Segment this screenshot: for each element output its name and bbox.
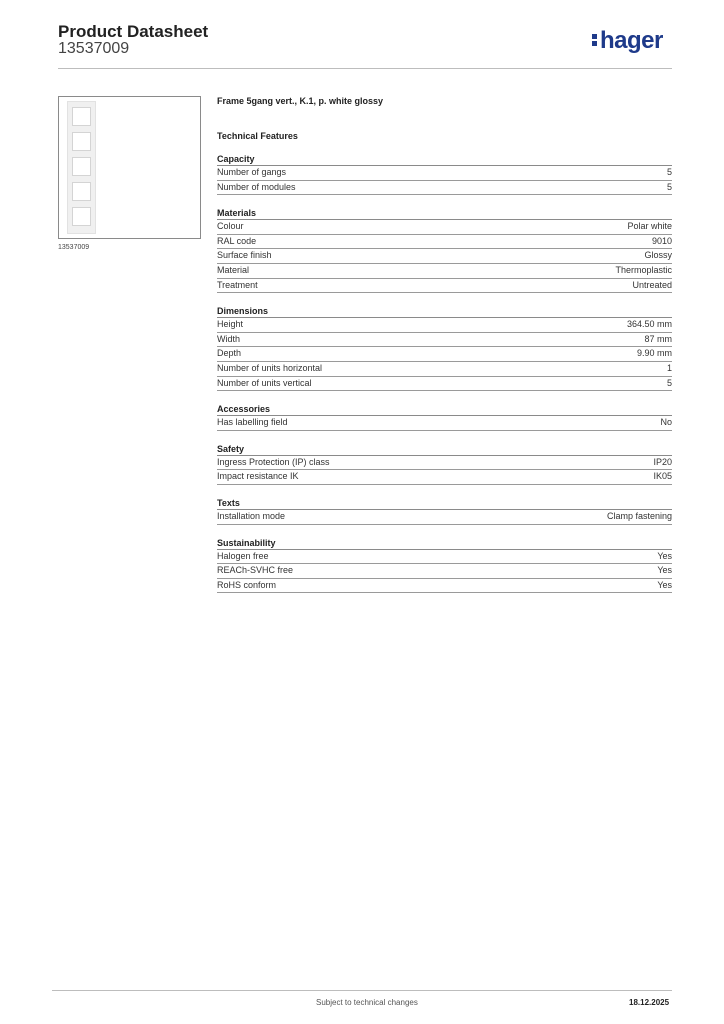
- feature-group: [217, 305, 672, 391]
- feature-label: Installation mode: [217, 510, 286, 521]
- feature-value: Untreated: [632, 279, 672, 290]
- feature-label: RAL code: [217, 235, 257, 246]
- feature-label: Width: [217, 333, 241, 344]
- gang-slot: [72, 132, 91, 151]
- feature-label: Number of gangs: [217, 167, 287, 177]
- feature-value: Clamp fastening: [606, 510, 672, 521]
- feature-row: [217, 377, 672, 392]
- group-title: Sustainability: [217, 537, 672, 550]
- footer-divider: [52, 990, 672, 991]
- brand-logo: [592, 27, 663, 55]
- feature-groups: [217, 153, 672, 593]
- feature-group: [217, 497, 672, 525]
- feature-value: Glossy: [644, 250, 672, 261]
- feature-value: Polar white: [627, 221, 672, 232]
- feature-label: Number of modules: [217, 181, 296, 192]
- feature-row: [217, 564, 672, 579]
- feature-value: IK05: [653, 471, 672, 482]
- group-title: Capacity: [217, 153, 672, 166]
- feature-row: [217, 456, 672, 471]
- feature-value: IP20: [653, 456, 672, 467]
- feature-value: 87 mm: [644, 333, 672, 344]
- header-divider: [58, 68, 672, 69]
- feature-value: Yes: [657, 550, 672, 561]
- feature-label: Material: [217, 264, 250, 275]
- feature-label: Ingress Protection (IP) class: [217, 456, 330, 467]
- feature-group: [217, 537, 672, 594]
- feature-value: 5: [666, 167, 672, 177]
- feature-row: [217, 416, 672, 431]
- feature-label: RoHS conform: [217, 579, 277, 590]
- feature-value: No: [660, 417, 672, 428]
- group-title: Dimensions: [217, 305, 672, 318]
- feature-label: Number of units horizontal: [217, 362, 323, 373]
- feature-row: [217, 510, 672, 525]
- footer-date: 18.12.2025: [629, 998, 670, 1007]
- feature-group: [217, 207, 672, 293]
- image-caption: 13537009: [58, 244, 90, 251]
- gang-slot: [72, 157, 91, 176]
- feature-label: Height: [217, 319, 244, 330]
- feature-label: Impact resistance IK: [217, 471, 299, 482]
- feature-group: [217, 153, 672, 195]
- gang-slot: [72, 182, 91, 201]
- feature-value: 9.90 mm: [636, 348, 672, 359]
- feature-group: [217, 443, 672, 485]
- feature-value: Yes: [657, 579, 672, 590]
- product-number: 13537009: [58, 40, 130, 57]
- feature-row: [217, 470, 672, 485]
- feature-value: 5: [666, 181, 672, 192]
- feature-label: Halogen free: [217, 550, 269, 561]
- technical-features-heading: Technical Features: [217, 131, 298, 141]
- group-title: Materials: [217, 207, 672, 220]
- feature-value: Thermoplastic: [615, 264, 672, 275]
- product-image: [58, 96, 201, 239]
- feature-row: [217, 181, 672, 196]
- gang-slot: [72, 207, 91, 226]
- features-content: [217, 96, 672, 593]
- logo-dots-icon: [592, 32, 598, 48]
- feature-value: 9010: [651, 235, 672, 246]
- page-title: Product Datasheet: [58, 22, 209, 41]
- logo-text: hager: [600, 27, 663, 54]
- feature-row: [217, 362, 672, 377]
- feature-label: Treatment: [217, 279, 258, 290]
- feature-label: Has labelling field: [217, 417, 288, 428]
- feature-row: [217, 347, 672, 362]
- feature-value: 5: [666, 377, 672, 388]
- feature-row: [217, 279, 672, 294]
- feature-label: REACh-SVHC free: [217, 565, 294, 576]
- feature-value: Yes: [657, 565, 672, 576]
- product-name: Frame 5gang vert., K.1, p. white glossy: [217, 96, 384, 106]
- group-title: Texts: [217, 497, 672, 510]
- feature-row: [217, 333, 672, 348]
- feature-group: [217, 403, 672, 431]
- feature-row: [217, 166, 672, 181]
- feature-row: [217, 264, 672, 279]
- group-title: Safety: [217, 443, 672, 456]
- feature-label: Number of units vertical: [217, 377, 312, 388]
- footer-note: Subject to technical changes: [316, 998, 418, 1007]
- feature-row: [217, 249, 672, 264]
- feature-label: Surface finish: [217, 250, 272, 261]
- feature-row: [217, 318, 672, 333]
- gang-slot: [72, 107, 91, 126]
- group-title: Accessories: [217, 403, 672, 416]
- feature-label: Colour: [217, 221, 244, 232]
- feature-label: Depth: [217, 348, 242, 359]
- feature-row: [217, 550, 672, 565]
- feature-row: [217, 220, 672, 235]
- feature-row: [217, 235, 672, 250]
- feature-value: 1: [666, 362, 672, 373]
- feature-row: [217, 579, 672, 594]
- feature-value: 364.50 mm: [626, 319, 672, 330]
- frame-illustration: [67, 101, 96, 234]
